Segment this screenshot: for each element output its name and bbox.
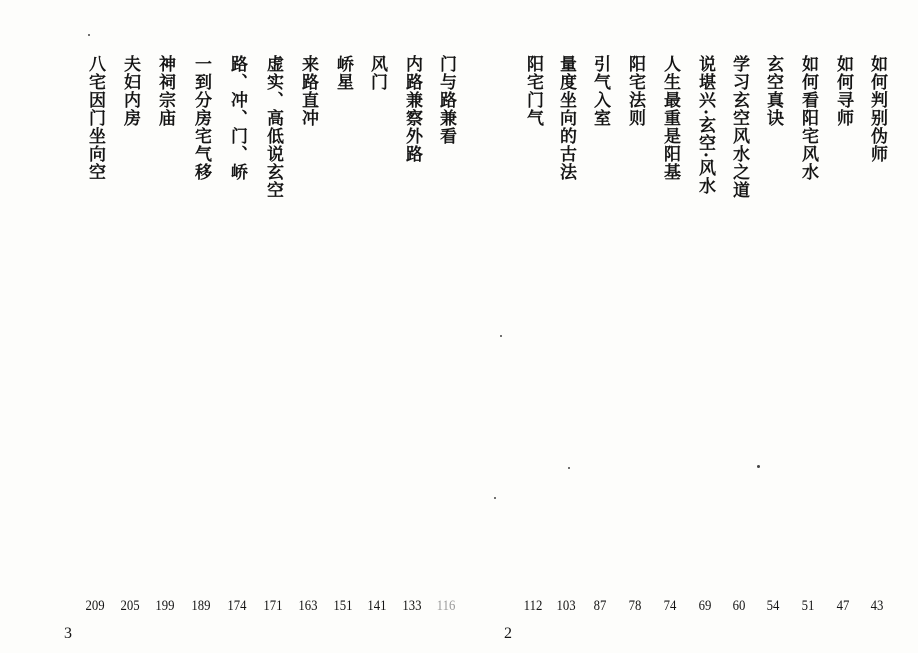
toc-entry-page: 112 — [523, 598, 543, 614]
toc-entry-page: 87 — [593, 598, 607, 614]
toc-entry-page: 171 — [263, 598, 283, 614]
toc-entry-page: 199 — [155, 598, 175, 614]
toc-entry-title: 阳宅门气 — [523, 55, 543, 127]
toc-entry-title: 门与路兼看 — [436, 55, 456, 145]
toc-entry-page: 47 — [836, 598, 850, 614]
toc-entry-title: 如何寻师 — [833, 55, 853, 127]
toc-entry-title: 如何判别伪师 — [867, 55, 887, 163]
toc-entry-title: 内路兼察外路 — [402, 55, 422, 163]
toc-entry-page: 174 — [227, 598, 247, 614]
toc-entry-page: 78 — [628, 598, 642, 614]
toc-entry-title: 夫妇内房 — [120, 55, 140, 127]
toc-entry-title: 引气入室 — [590, 55, 610, 127]
scan-speck — [757, 465, 760, 468]
toc-entry-page: 103 — [556, 598, 576, 614]
scan-speck — [88, 34, 90, 36]
toc-entry-page: 116 — [436, 598, 456, 614]
toc-entry-title: 来路直冲 — [298, 55, 318, 127]
toc-entry-page: 54 — [766, 598, 780, 614]
toc-entry-page: 163 — [298, 598, 318, 614]
scan-speck — [568, 467, 570, 469]
toc-entry-page: 74 — [663, 598, 677, 614]
toc-entry-page: 209 — [85, 598, 105, 614]
toc-entry-title: 峤星 — [333, 55, 353, 91]
toc-entry-title: 阳宅法则 — [625, 55, 645, 127]
toc-entry-title: 八宅因门坐向空 — [85, 55, 105, 181]
toc-entry-title: 神祠宗庙 — [155, 55, 175, 127]
toc-entry-title: 如何看阳宅风水 — [798, 55, 818, 181]
toc-entry-page: 189 — [191, 598, 211, 614]
toc-entry-page: 151 — [333, 598, 353, 614]
toc-entry-title: 一到分房宅气移 — [191, 55, 211, 181]
toc-entry-title: 学习玄空风水之道 — [729, 55, 749, 199]
scan-speck — [500, 335, 502, 337]
toc-entry-page: 133 — [402, 598, 422, 614]
page-number-right: 2 — [504, 625, 512, 642]
toc-entry-title: 风门 — [367, 55, 387, 91]
toc-entry-page: 60 — [732, 598, 746, 614]
toc-entry-title: 玄空真诀 — [763, 55, 783, 127]
toc-entry-page: 43 — [870, 598, 884, 614]
toc-entry-page: 69 — [698, 598, 712, 614]
toc-entry-title: 说堪兴·玄空·风水 — [695, 55, 715, 195]
toc-entry-title: 人生最重是阳基 — [660, 55, 680, 181]
toc-entry-title: 路、冲、门、峤 — [227, 55, 247, 181]
toc-entry-page: 141 — [367, 598, 387, 614]
toc-entry-page: 51 — [801, 598, 815, 614]
toc-entry-title: 量度坐向的古法 — [556, 55, 576, 181]
toc-entry-page: 205 — [120, 598, 140, 614]
scan-speck — [494, 497, 496, 499]
page-number-left: 3 — [64, 625, 72, 642]
toc-entry-title: 虚实、高低说玄空 — [263, 55, 283, 199]
